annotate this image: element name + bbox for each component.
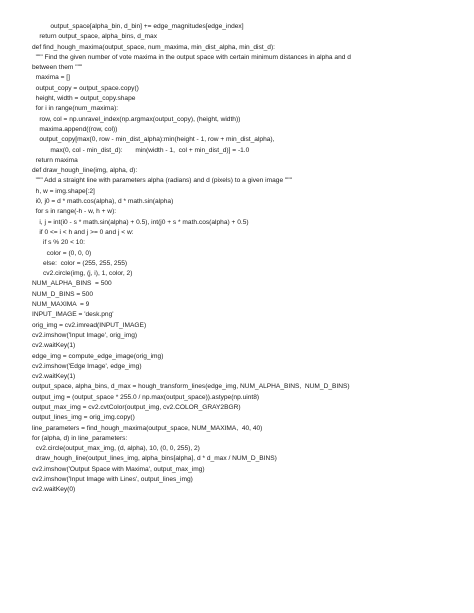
code-line: """ Find the given number of vote maxima in the output space with certain minimum distances in alpha and d (32, 53, 351, 61)
code-line: between them """ (32, 64, 83, 72)
code-line: max(0, col - min_dist_d): min(width - 1, col + min_dist_d)] = -1.0 (32, 146, 250, 154)
code-line: orig_img = cv2.imread(INPUT_IMAGE) (32, 321, 147, 329)
code-line: output_space, alpha_bins, d_max = hough_transform_lines(edge_img, NUM_ALPHA_BINS, NUM_D_BINS) (32, 383, 350, 391)
code-line: def find_hough_maxima(output_space, num_maxima, min_dist_alpha, min_dist_d): (32, 43, 276, 51)
code-line: i0, j0 = d * math.cos(alpha), d * math.sin(alpha) (32, 198, 174, 206)
code-line: output_copy[max(0, row - min_dist_alpha):min(height - 1, row + min_dist_alpha), (32, 136, 275, 144)
code-line: cv2.imshow('Output Space with Maxima', output_max_img) (32, 465, 205, 473)
code-line: cv2.waitKey(0) (32, 486, 76, 494)
code-line: else: color = (255, 255, 255) (32, 259, 128, 267)
code-line: height, width = output_copy.shape (32, 95, 136, 103)
code-line: cv2.circle(output_max_img, (d, alpha), 10, (0, 0, 255), 2) (32, 445, 200, 453)
code-line: for s in range(-h - w, h + w): (32, 208, 117, 216)
code-line: output_lines_img = orig_img.copy() (32, 414, 135, 422)
code-line: """ Add a straight line with parameters alpha (radians) and d (pixels) to a given image """ (32, 177, 292, 185)
code-line: cv2.waitKey(1) (32, 342, 76, 350)
code-line: return output_space, alpha_bins, d_max (32, 33, 157, 41)
code-line: h, w = img.shape[:2] (32, 187, 95, 195)
code-line: return maxima (32, 156, 78, 164)
code-line: NUM_ALPHA_BINS = 500 (32, 280, 112, 288)
code-line: output_img = (output_space * 255.0 / np.max(output_space)).astype(np.uint8) (32, 393, 260, 401)
code-line: NUM_MAXIMA = 9 (32, 301, 90, 309)
code-line: for (alpha, d) in line_parameters: (32, 434, 128, 442)
code-line: line_parameters = find_hough_maxima(output_space, NUM_MAXIMA, 40, 40) (32, 424, 263, 432)
code-line: color = (0, 0, 0) (32, 249, 92, 257)
code-line: cv2.imshow('Edge Image', edge_img) (32, 362, 142, 370)
code-line: row, col = np.unravel_index(np.argmax(output_copy), (height, width)) (32, 115, 241, 123)
code-line: def draw_hough_line(img, alpha, d): (32, 167, 138, 175)
code-line: draw_hough_line(output_lines_img, alpha_bins[alpha], d * d_max / NUM_D_BINS) (32, 455, 277, 463)
code-line: if s % 20 < 10: (32, 239, 85, 247)
code-line: maxima.append((row, col)) (32, 125, 118, 133)
code-line: cv2.imshow('Input Image', orig_img) (32, 331, 138, 339)
code-line: cv2.waitKey(1) (32, 373, 76, 381)
code-line: if 0 <= i < h and j >= 0 and j < w: (32, 228, 134, 236)
code-line: maxima = [] (32, 74, 70, 82)
code-line: i, j = int(i0 - s * math.sin(alpha) + 0.5), int(j0 + s * math.cos(alpha) + 0.5) (32, 218, 249, 226)
code-line: for i in range(num_maxima): (32, 105, 119, 113)
code-line: cv2.imshow('Input Image with Lines', output_lines_img) (32, 476, 193, 484)
code-line: edge_img = compute_edge_image(orig_img) (32, 352, 164, 360)
code-line: NUM_D_BINS = 500 (32, 290, 94, 298)
code-line: cv2.circle(img, (j, i), 1, color, 2) (32, 270, 133, 278)
code-line: output_max_img = cv2.cvtColor(output_img, cv2.COLOR_GRAY2BGR) (32, 403, 241, 411)
code-line: output_space[alpha_bin, d_bin] += edge_magnitudes[edge_index] (32, 23, 244, 30)
code-listing (32, 22, 464, 496)
code-line: output_copy = output_space.copy() (32, 84, 139, 92)
code-line: INPUT_IMAGE = 'desk.png' (32, 311, 114, 319)
